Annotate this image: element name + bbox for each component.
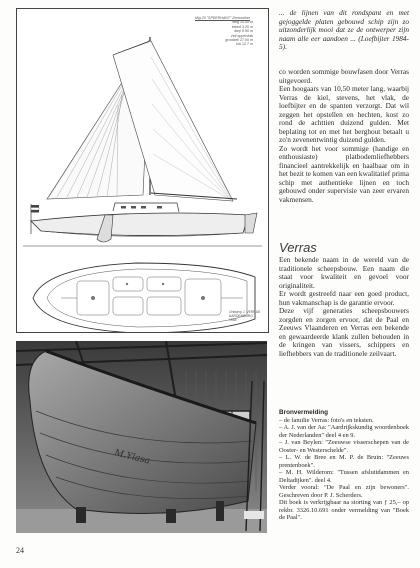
page-number: 24 <box>16 546 24 555</box>
section-paragraph: Een bekende naam in de wereld van de traditionele scheepsbouw. Een naam die staat voor kwaliteit en gevoel voor originaliteit. <box>279 255 409 290</box>
plan-caption <box>229 310 265 323</box>
body-paragraph: co worden sommige bouwfasen door Verras uitgevoerd. <box>279 67 409 85</box>
spec-line: zeil oppervlak <box>231 33 253 38</box>
boat-specifications <box>195 16 261 47</box>
section-paragraph: Deze vijf generaties scheepsbouwers zorgden en zorgen ervoor, dat de Paal en Zeeuws Vlaanderen en Verras een bekende en gewaardeerde klank zullen behouden in de kringen van vissers, schippers en liefhebbers van de traditionele zeilvaart. <box>279 306 409 358</box>
workshop-photo-image <box>16 341 267 533</box>
source-item: – J. van Beylen: "Zeeuwse visserschepen van de Ooster- en Westerschelde". <box>279 439 409 454</box>
body-paragraph: Zo wordt het voor sommige (handige en enthousiaste) platbodemliefhebbers financieel aantrekkelijk en haalbaar om in het bezit te komen van een kwalitatief prima schip met authentieke lijnen en toch gebouwd onder supervisie van zeer ervaren vakmensen. <box>279 143 409 204</box>
svg-text:M.Ylasa: M.Ylasa <box>113 448 151 467</box>
boat-elevation-drawing <box>17 9 268 332</box>
section-heading: Verras <box>279 240 317 255</box>
plan-caption-line: AARDENBURG <box>229 314 253 319</box>
boat-under-construction-photo <box>16 341 267 533</box>
spec-line: fok 12.7 m <box>236 42 253 47</box>
spec-line: breed 3.20 m <box>231 24 253 29</box>
plan-caption-line: 1984 <box>229 318 237 323</box>
section-body <box>279 256 409 358</box>
article-body <box>279 68 409 204</box>
spec-line: diep 0.90 m <box>234 29 253 34</box>
hull-plan-outline <box>33 263 255 332</box>
boat-drawing-panel <box>16 8 269 333</box>
spec-title: Mig 25 "SPEERHANT" Zechoniker <box>195 16 251 20</box>
spec-line: lang 10.50 m <box>232 20 253 25</box>
section-paragraph: Er wordt gestreefd naar een goed product, hun vakmanschap is de garantie ervoor. <box>279 289 409 307</box>
pull-quote: ... de lijnen van dit rondspant en met gejoggelde platen gebouwd schip zijn zo uitzonderlijk mooi dat ze de ontwerper zijn naam alle eer aandoen ... (Loefbijter 1984-5). <box>279 8 409 51</box>
sources-list <box>279 409 409 522</box>
sources-heading: Bronvermelding <box>279 409 329 416</box>
source-item: – A. J. van der Aa: "Aardrijkskundig woordenboek der Nederlanden" deel 4 en 9. <box>279 424 409 439</box>
source-item: – M. H. Wilderom: "Tussen afsluitdammen en Deltadijken". deel 4. <box>279 469 409 484</box>
source-item: – de familie Verras: foto's en teksten. <box>279 416 374 424</box>
source-item: Dit boek is verkrijgbaar na storting van ƒ 25,– op rekbr. 3326.10.691 onder vermelding van "Boek de Paal". <box>279 499 409 521</box>
source-item: Verder vooral: "De Paal en zijn bewoners". Geschreven door P. J. Scherders. <box>279 484 409 499</box>
body-paragraph: Een hoogaars van 10,50 meter lang, waarbij Verras de kiel, stevens, het vlak, de loefbijter en de spanten verzorgt. Dat wil zeggen het opstellen en hechten, kost zo rond de achttien duizend gulden. Met beplating tot en met het berghout betaalt u zo'n zevenentwintig duizend gulden. <box>279 84 409 144</box>
plan-caption-line: Ontwerp J. VERRAS <box>229 310 261 314</box>
spec-line: grootzeil 27.00 m <box>225 38 253 43</box>
source-item: – L. W. de Bree en M. P. de Bruin: "Zeeuws prentenboek". <box>279 454 409 469</box>
